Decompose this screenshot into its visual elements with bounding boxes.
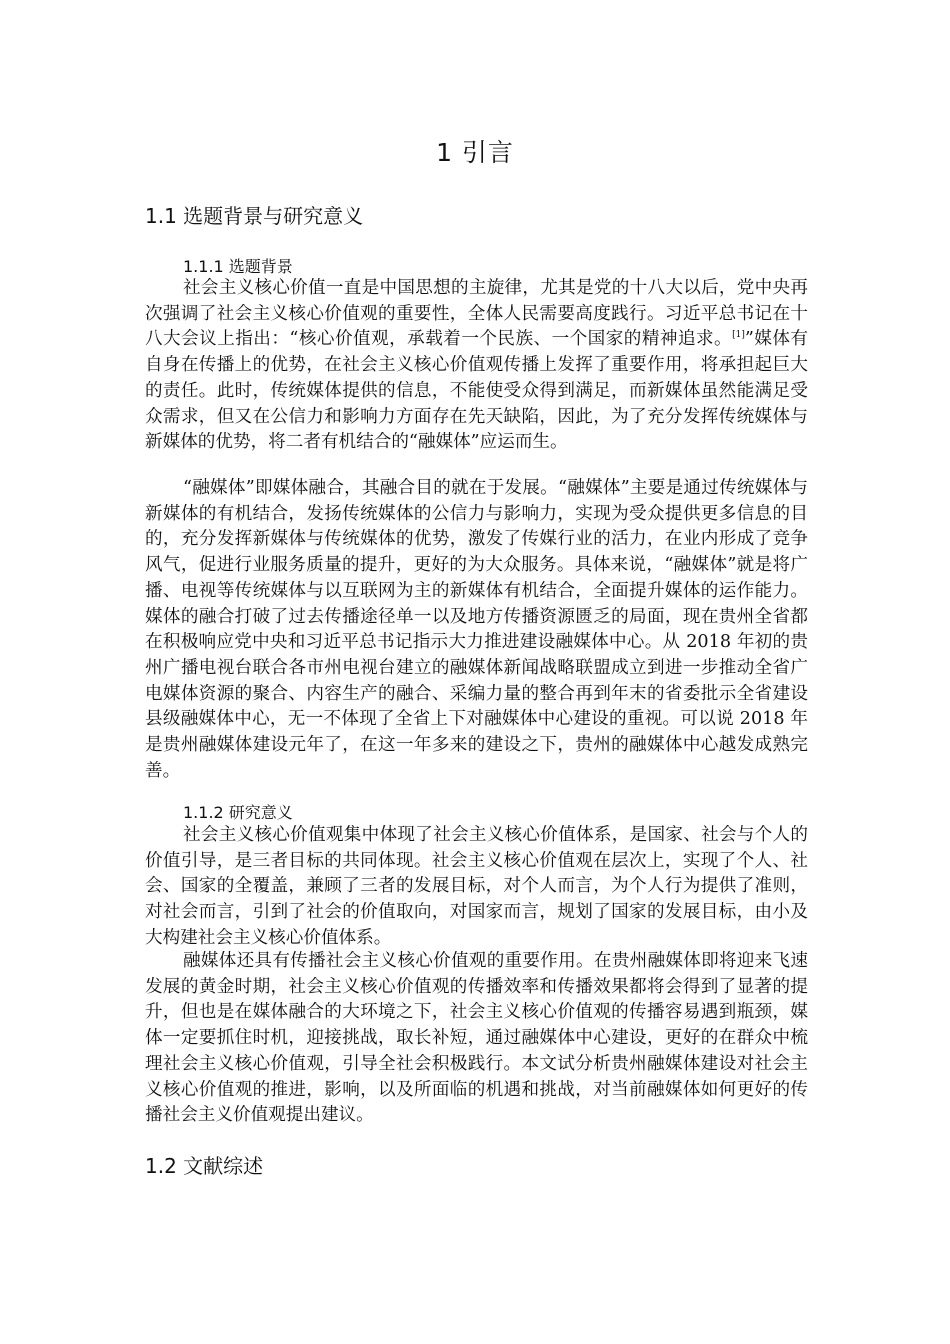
subsection-heading-1-1-1: 1.1.1 选题背景 (183, 257, 293, 276)
chapter-title: 1 引言 (436, 138, 514, 167)
paragraph-text: ”媒体有自身在传播上的优势，在社会主义核心价值观传播上发挥了重要作用，将承担起巨大的责任。此时，传统媒体提供的信息，不能使受众得到满足，而新媒体虽然能满足受众需求，但又在公信力和影响力方面存在先天缺陷，因此，为了充分发挥传统媒体与新媒体的优势，将二者有机结合的“融媒体”应运而生。 (145, 329, 809, 453)
paragraph-background-1 (145, 276, 808, 456)
paragraph-background-2: “融媒体”即媒体融合，其融合目的就在于发展。“融媒体”主要是通过传统媒体与新媒体的有机结合，发扬传统媒体的公信力与影响力，实现为受众提供更多信息的目的，充分发挥新媒体与传统媒体的优势，激发了传媒行业的活力，在业内形成了竞争风气，促进行业服务质量的提升，更好的为大众服务。具体来说，“融媒体”就是将广播、电视等传统媒体与以互联网为主的新媒体有机结合，全面提升媒体的运作能力。媒体的融合打破了过去传播途径单一以及地方传播资源匮乏的局面，现在贵州全省都在积极响应党中央和习近平总书记指示大力推进建设融媒体中心。从 2018 年初的贵州广播电视台联合各市州电视台建立的融媒体新闻战略联盟成立到进一步推动全省广电媒体资源的聚合、内容生产的融合、采编力量的整合再到年末的省委批示全省建设县级融媒体中心，无一不体现了全省上下对融媒体中心建设的重视。可以说 2018 年是贵州融媒体建设元年了，在这一年多来的建设之下，贵州的融媒体中心越发成熟完善。 (145, 478, 808, 781)
paragraph-text: 社会主义核心价值一直是中国思想的主旋律，尤其是党的十八大以后，党中央再次强调了社会主义核心价值观的重要性，全体人民需要高度践行。习近平总书记在十八大会议上指出：“核心价值观，承载着一个民族、一个国家的精神追求。 (145, 278, 808, 350)
section-heading-1-2: 1.2 文献综述 (145, 1154, 264, 1178)
citation-ref: [1] (732, 330, 745, 341)
paragraph-significance-2: 融媒体还具有传播社会主义核心价值观的重要作用。在贵州融媒体即将迎来飞速发展的黄金时期，社会主义核心价值观的传播效率和传播效果都将会得到了显著的提升，但也是在媒体融合的大环境之下，社会主义核心价值观的传播容易遇到瓶颈，媒体一定要抓住时机，迎接挑战，取长补短，通过融媒体中心建设，更好的在群众中梳理社会主义核心价值观，引导全社会积极践行。本文试分析贵州融媒体建设对社会主义核心价值观的推进，影响，以及所面临的机遇和挑战，对当前融媒体如何更好的传播社会主义价值观提出建议。 (145, 951, 808, 1126)
paragraph-significance-1: 社会主义核心价值观集中体现了社会主义核心价值体系，是国家、社会与个人的价值引导，是三者目标的共同体现。社会主义核心价值观在层次上，实现了个人、社会、国家的全覆盖，兼顾了三者的发展目标，对个人而言，为个人行为提供了准则，对社会而言，引到了社会的价值取向，对国家而言，规划了国家的发展目标，由小及大构建社会主义核心价值体系。 (145, 825, 808, 948)
subsection-heading-1-1-2: 1.1.2 研究意义 (183, 803, 293, 822)
section-heading-1-1: 1.1 选题背景与研究意义 (145, 204, 364, 228)
